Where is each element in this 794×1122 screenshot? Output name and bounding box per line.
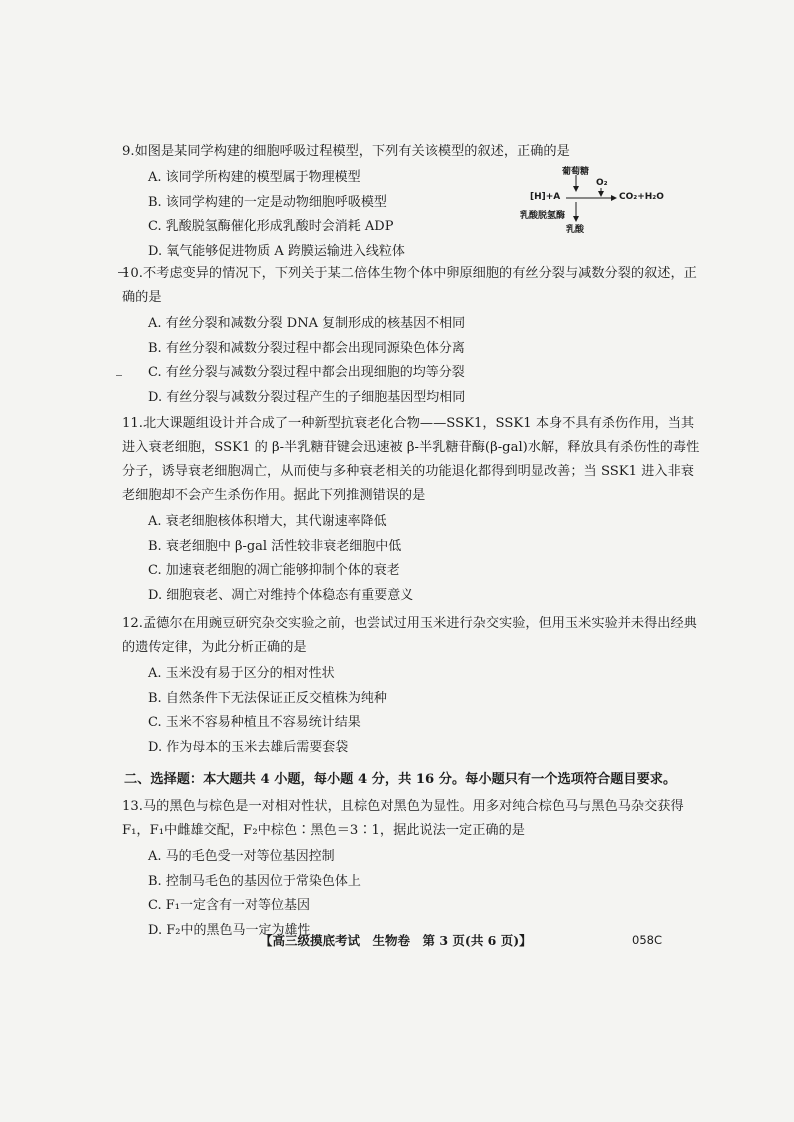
- diagram-glucose: 葡萄糖: [562, 167, 590, 177]
- question-9-option-d: D. 氧气能够促进物质 A 跨膜运输进入线粒体: [148, 243, 405, 259]
- question-12-option-b: B. 自然条件下无法保证正反交植株为纯种: [148, 690, 387, 706]
- question-11-stem: 11.北大课题组设计并合成了一种新型抗衰老化合物——SSK1，SSK1 本身不具有杀伤作用，当其进入衰老细胞，SSK1 的 β-半乳糖苷键会迅速被 β-半乳糖苷酶(β-gal)水解，释放具有杀伤性的毒性分子，诱导衰老细胞凋亡，从而使与多种衰老相关的功能退化都得到明显改善；当 SSK1 进入非衰老细胞却不会产生杀伤作用。据此下列推测错误的是: [122, 416, 700, 503]
- question-9-stem: 9.如图是某同学构建的细胞呼吸过程模型，下列有关该模型的叙述，正确的是: [122, 144, 570, 159]
- question-11-option-b: B. 衰老细胞中 β-gal 活性较非衰老细胞中低: [148, 538, 402, 554]
- question-13-option-b: B. 控制马毛色的基因位于常染色体上: [148, 873, 361, 889]
- question-13-option-c: C. F₁一定含有一对等位基因: [148, 898, 310, 913]
- question-11-option-d: D. 细胞衰老、凋亡对维持个体稳态有重要意义: [148, 587, 414, 603]
- diagram-lactate: 乳酸: [566, 225, 585, 235]
- question-13-stem: 13.马的黑色与棕色是一对相对性状，且棕色对黑色为显性。用多对纯合棕色马与黑色马杂交获得 F₁，F₁中雌雄交配，F₂中棕色∶黑色＝3∶1，据此说法一定正确的是: [122, 799, 684, 838]
- question-11-option-c: C. 加速衰老细胞的凋亡能够抑制个体的衰老: [148, 563, 400, 578]
- question-10-stem: 10.不考虑变异的情况下，下列关于某二倍体生物个体中卵原细胞的有丝分裂与减数分裂的叙述，正确的是: [122, 266, 697, 305]
- question-13: [122, 795, 700, 943]
- page-footer: 【高三级摸底考试 生物卷 第 3 页(共 6 页)】: [260, 933, 532, 948]
- question-10-option-d: D. 有丝分裂与减数分裂过程产生的子细胞基因型均相同: [148, 389, 466, 405]
- question-12-option-c: C. 玉米不容易种植且不容易统计结果: [148, 715, 361, 730]
- question-12-option-a: A. 玉米没有易于区分的相对性状: [148, 666, 335, 681]
- diagram-products: CO₂+H₂O: [619, 192, 664, 202]
- respiration-diagram: [510, 160, 710, 270]
- question-10: [122, 262, 700, 410]
- diagram-h-a: [H]+A: [530, 192, 561, 202]
- question-12: [122, 612, 700, 760]
- diagram-arrows: [510, 160, 710, 270]
- question-12-stem: 12.孟德尔在用豌豆研究杂交实验之前，也尝试过用玉米进行杂交实验，但用玉米实验并未得出经典的遗传定律，为此分析正确的是: [122, 616, 697, 655]
- section-heading: 二、选择题：本大题共 4 小题，每小题 4 分，共 16 分。每小题只有一个选项符合题目要求。: [124, 772, 677, 787]
- question-9-option-a: A. 该同学所构建的模型属于物理模型: [148, 170, 361, 185]
- scan-mark-2: [116, 375, 122, 376]
- question-10-option-b: B. 有丝分裂和减数分裂过程中都会出现同源染色体分离: [148, 340, 465, 356]
- question-10-option-c: C. 有丝分裂与减数分裂过程中都会出现细胞的均等分裂: [148, 365, 465, 380]
- question-11: [122, 412, 700, 608]
- question-9-option-b: B. 该同学构建的一定是动物细胞呼吸模型: [148, 194, 387, 210]
- question-13-option-a: A. 马的毛色受一对等位基因控制: [148, 849, 335, 864]
- diagram-enzyme: 乳酸脱氢酶: [520, 211, 566, 221]
- question-12-option-d: D. 作为母本的玉米去雄后需要套袋: [148, 739, 349, 755]
- diagram-o2: O₂: [596, 178, 608, 188]
- question-13-option-d: D. F₂中的黑色马一定为雄性: [148, 922, 311, 938]
- question-11-option-a: A. 衰老细胞核体积增大，其代谢速率降低: [148, 514, 387, 529]
- question-10-option-a: A. 有丝分裂和减数分裂 DNA 复制形成的核基因不相同: [148, 316, 466, 331]
- question-9-option-c: C. 乳酸脱氢酶催化形成乳酸时会消耗 ADP: [148, 219, 394, 234]
- exam-code: 058C: [632, 933, 662, 947]
